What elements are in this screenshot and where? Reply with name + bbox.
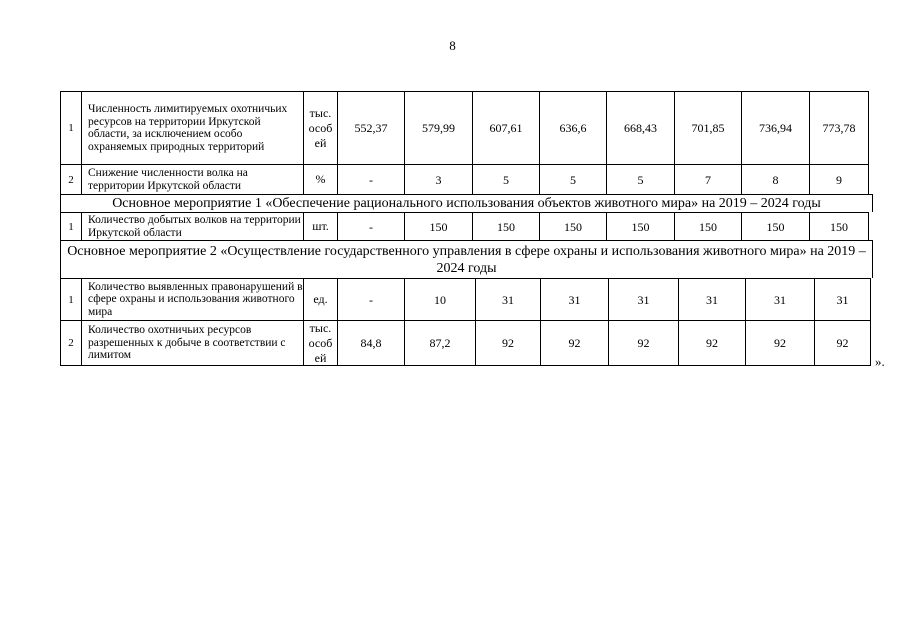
value-cell: 150 [539, 212, 606, 240]
section-title: Основное мероприятие 1 «Обеспечение рационального использования объектов животного мира» на 2019 – 2024 годы [60, 194, 873, 212]
row-number: 2 [60, 320, 81, 366]
value-cell: 668,43 [606, 91, 674, 164]
unit-cell: тыс. особ ей [303, 320, 337, 366]
value-cell: 92 [540, 320, 608, 366]
value-cell: 5 [539, 164, 606, 194]
value-cell: 150 [741, 212, 809, 240]
page-number: 8 [449, 38, 456, 53]
value-cell: 736,94 [741, 91, 809, 164]
value-cell: 31 [678, 278, 745, 320]
unit-cell: ед. [303, 278, 337, 320]
value-cell: 773,78 [809, 91, 869, 164]
value-cell: 552,37 [337, 91, 404, 164]
value-cell: 150 [809, 212, 869, 240]
value-cell: 7 [674, 164, 741, 194]
table-row [60, 278, 873, 320]
table-row [60, 212, 873, 240]
value-cell: 84,8 [337, 320, 404, 366]
value-cell: - [337, 212, 404, 240]
value-cell: 607,61 [472, 91, 539, 164]
unit-cell: тыс. особ ей [303, 91, 337, 164]
row-number: 1 [60, 91, 81, 164]
value-cell: 150 [404, 212, 472, 240]
value-cell: 92 [608, 320, 678, 366]
value-cell: 31 [745, 278, 814, 320]
value-cell: 31 [475, 278, 540, 320]
section-header [60, 194, 873, 212]
value-cell: 31 [608, 278, 678, 320]
value-cell: 31 [540, 278, 608, 320]
value-cell: 5 [472, 164, 539, 194]
indicator-name: Снижение численности волка на территории Иркутской области [81, 164, 303, 194]
value-cell: 92 [678, 320, 745, 366]
indicator-name: Численность лимитируемых охотничьих ресурсов на территории Иркутской области, за исключением особо охраняемых природных территорий [81, 91, 303, 164]
value-cell: 92 [745, 320, 814, 366]
unit-cell: шт. [303, 212, 337, 240]
indicators-table [60, 91, 873, 366]
row-number: 1 [60, 278, 81, 320]
row-number: 1 [60, 212, 81, 240]
value-cell: 636,6 [539, 91, 606, 164]
value-cell: 5 [606, 164, 674, 194]
value-cell: 92 [475, 320, 540, 366]
closing-quote-mark: ». [875, 354, 885, 369]
section-title: Основное мероприятие 2 «Осуществление государственного управления в сфере охраны и использования животного мира» на 2019 – 2024 годы [60, 240, 873, 278]
value-cell: 150 [674, 212, 741, 240]
unit-cell: % [303, 164, 337, 194]
value-cell: 9 [809, 164, 869, 194]
value-cell: 579,99 [404, 91, 472, 164]
value-cell: 10 [404, 278, 475, 320]
value-cell: 87,2 [404, 320, 475, 366]
value-cell: 8 [741, 164, 809, 194]
value-cell: 150 [472, 212, 539, 240]
table-row [60, 164, 873, 194]
value-cell: - [337, 164, 404, 194]
table-row [60, 320, 873, 366]
section-header [60, 240, 873, 278]
value-cell: - [337, 278, 404, 320]
indicator-name: Количество выявленных правонарушений в сфере охраны и использования животного мира [81, 278, 303, 320]
indicator-name: Количество добытых волков на территории Иркутской области [81, 212, 303, 240]
value-cell: 701,85 [674, 91, 741, 164]
indicator-name: Количество охотничьих ресурсов разрешенных к добыче в соответствии с лимитом [81, 320, 303, 366]
table-row [60, 91, 873, 164]
value-cell: 150 [606, 212, 674, 240]
value-cell: 31 [814, 278, 871, 320]
value-cell: 92 [814, 320, 871, 366]
row-number: 2 [60, 164, 81, 194]
value-cell: 3 [404, 164, 472, 194]
